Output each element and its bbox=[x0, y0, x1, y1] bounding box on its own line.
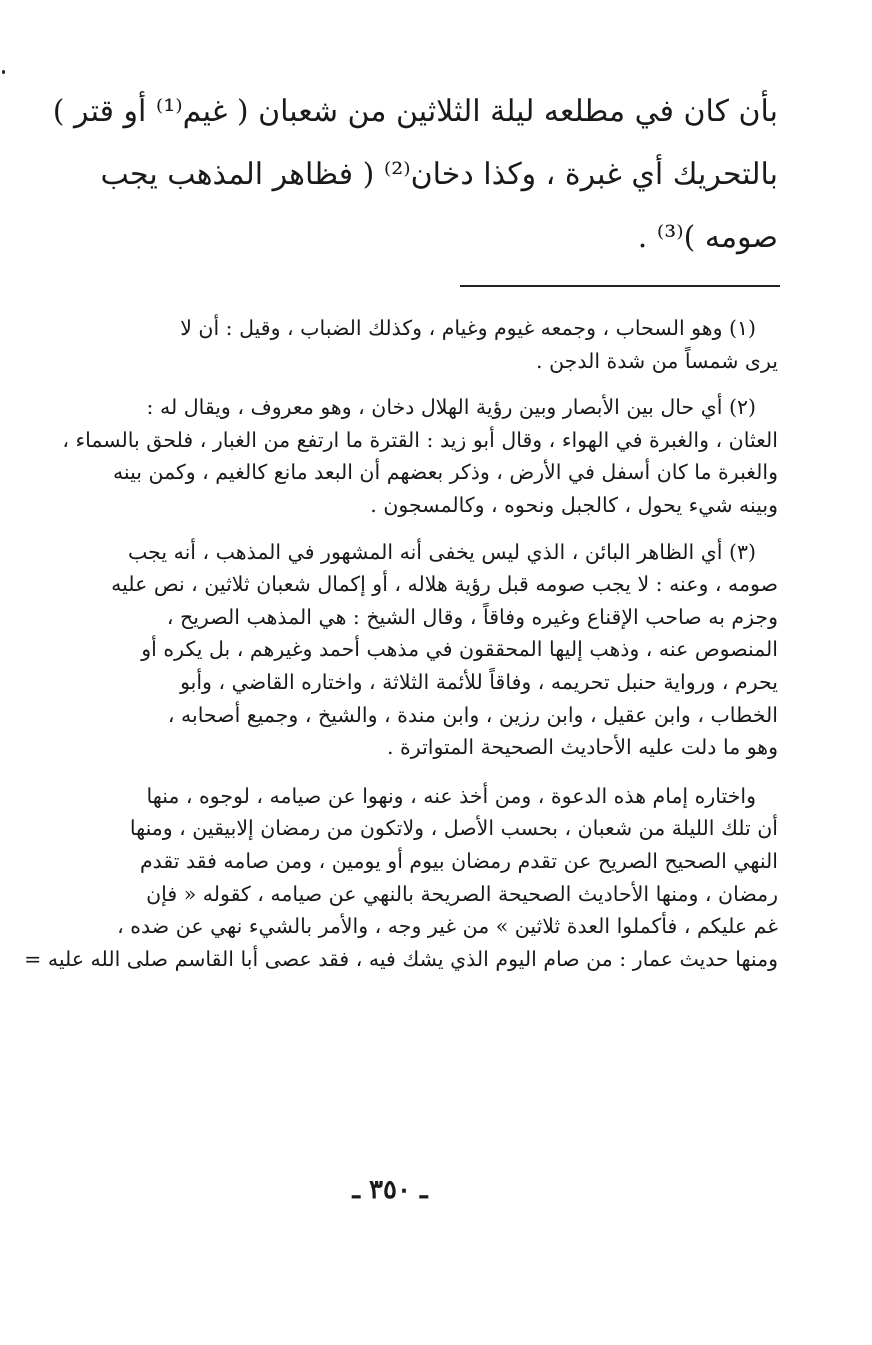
footnote-line: (٢) أي حال بين الأبصار وبين رؤية الهلال دخان ، وهو معروف ، ويقال له : bbox=[146, 395, 756, 420]
footnote-line: النهي الصحيح الصريح عن تقدم رمضان بيوم أو يومين ، ومن صامه فقد تقدم bbox=[139, 848, 778, 873]
footnote-2 bbox=[40, 391, 778, 521]
footnote-3-continuation bbox=[24, 780, 778, 976]
footnote-line: (١) وهو السحاب ، وجمعه غيوم وغيام ، وكذلك الضباب ، وقيل : أن لا bbox=[180, 316, 756, 340]
footnote-line: ومنها حديث عمار : من صام اليوم الذي يشك فيه ، فقد عصى أبا القاسم صلى الله عليه = bbox=[24, 946, 778, 971]
footnote-1 bbox=[40, 312, 778, 377]
footnote-3 bbox=[40, 536, 778, 764]
footnote-separator bbox=[460, 285, 780, 287]
main-text-block bbox=[50, 80, 778, 269]
footnote-line: يحرم ، ورواية حنبل تحريمه ، وفاقاً للأئمة الثلاثة ، واختاره القاضي ، وأبو bbox=[180, 669, 778, 694]
footnote-line: والغبرة ما كان أسفل في الأرض ، وذكر بعضهم أن البعد مانع كالغيم ، وكمن بينه bbox=[112, 460, 778, 485]
main-text-line: صومه )⁽³⁾ . bbox=[637, 220, 778, 255]
footnote-line: صومه ، وعنه : لا يجب صومه قبل رؤية هلاله ، أو إكمال شعبان ثلاثين ، نص عليه bbox=[111, 572, 778, 597]
main-text-line: بأن كان في مطلعه ليلة الثلاثين من شعبان ( غيم⁽¹⁾ أو قتر ) bbox=[52, 94, 778, 129]
footnote-line: الخطاب ، وابن عقيل ، وابن رزين ، وابن مندة ، والشيخ ، وجميع أصحابه ، bbox=[167, 702, 778, 727]
footnote-line: يرى شمساً من شدة الدجن . bbox=[536, 348, 778, 373]
footnote-line: غم عليكم ، فأكملوا العدة ثلاثين » من غير وجه ، والأمر بالشيء نهي عن ضده ، bbox=[117, 914, 778, 939]
stray-ink-mark bbox=[2, 70, 5, 74]
footnote-line: واختاره إمام هذه الدعوة ، ومن أخذ عنه ، ونهوا عن صيامه ، لوجوه ، منها bbox=[146, 783, 756, 808]
main-text-line: بالتحريك أي غبرة ، وكذا دخان⁽²⁾ ( فظاهر المذهب يجب bbox=[100, 157, 778, 192]
footnotes-section bbox=[24, 312, 778, 989]
footnote-line: وجزم به صاحب الإقناع وغيره وفاقاً ، وقال الشيخ : هي المذهب الصريح ، bbox=[166, 604, 778, 629]
page-number: ـ ٣٥٠ ـ bbox=[352, 1175, 428, 1205]
footnote-line: وهو ما دلت عليه الأحاديث الصحيحة المتواترة . bbox=[386, 735, 778, 760]
footnote-line: العثان ، والغبرة في الهواء ، وقال أبو زيد : القترة ما ارتفع من الغبار ، فلحق بالسماء ، bbox=[62, 427, 778, 452]
footnote-line: (٣) أي الظاهر البائن ، الذي ليس يخفى أنه المشهور في المذهب ، أنه يجب bbox=[128, 539, 756, 564]
footnote-line: المنصوص عنه ، وذهب إليها المحققون في مذهب أحمد وغيرهم ، بل يكره أو bbox=[141, 637, 778, 662]
footnote-line: وبينه شيء يحول ، كالجبل ونحوه ، وكالمسجون . bbox=[370, 492, 778, 517]
footnote-line: أن تلك الليلة من شعبان ، بحسب الأصل ، ولاتكون من رمضان إلابيقين ، ومنها bbox=[129, 816, 778, 841]
footnote-line: رمضان ، ومنها الأحاديث الصحيحة الصريحة بالنهي عن صيامه ، كقوله « فإن bbox=[146, 881, 778, 906]
